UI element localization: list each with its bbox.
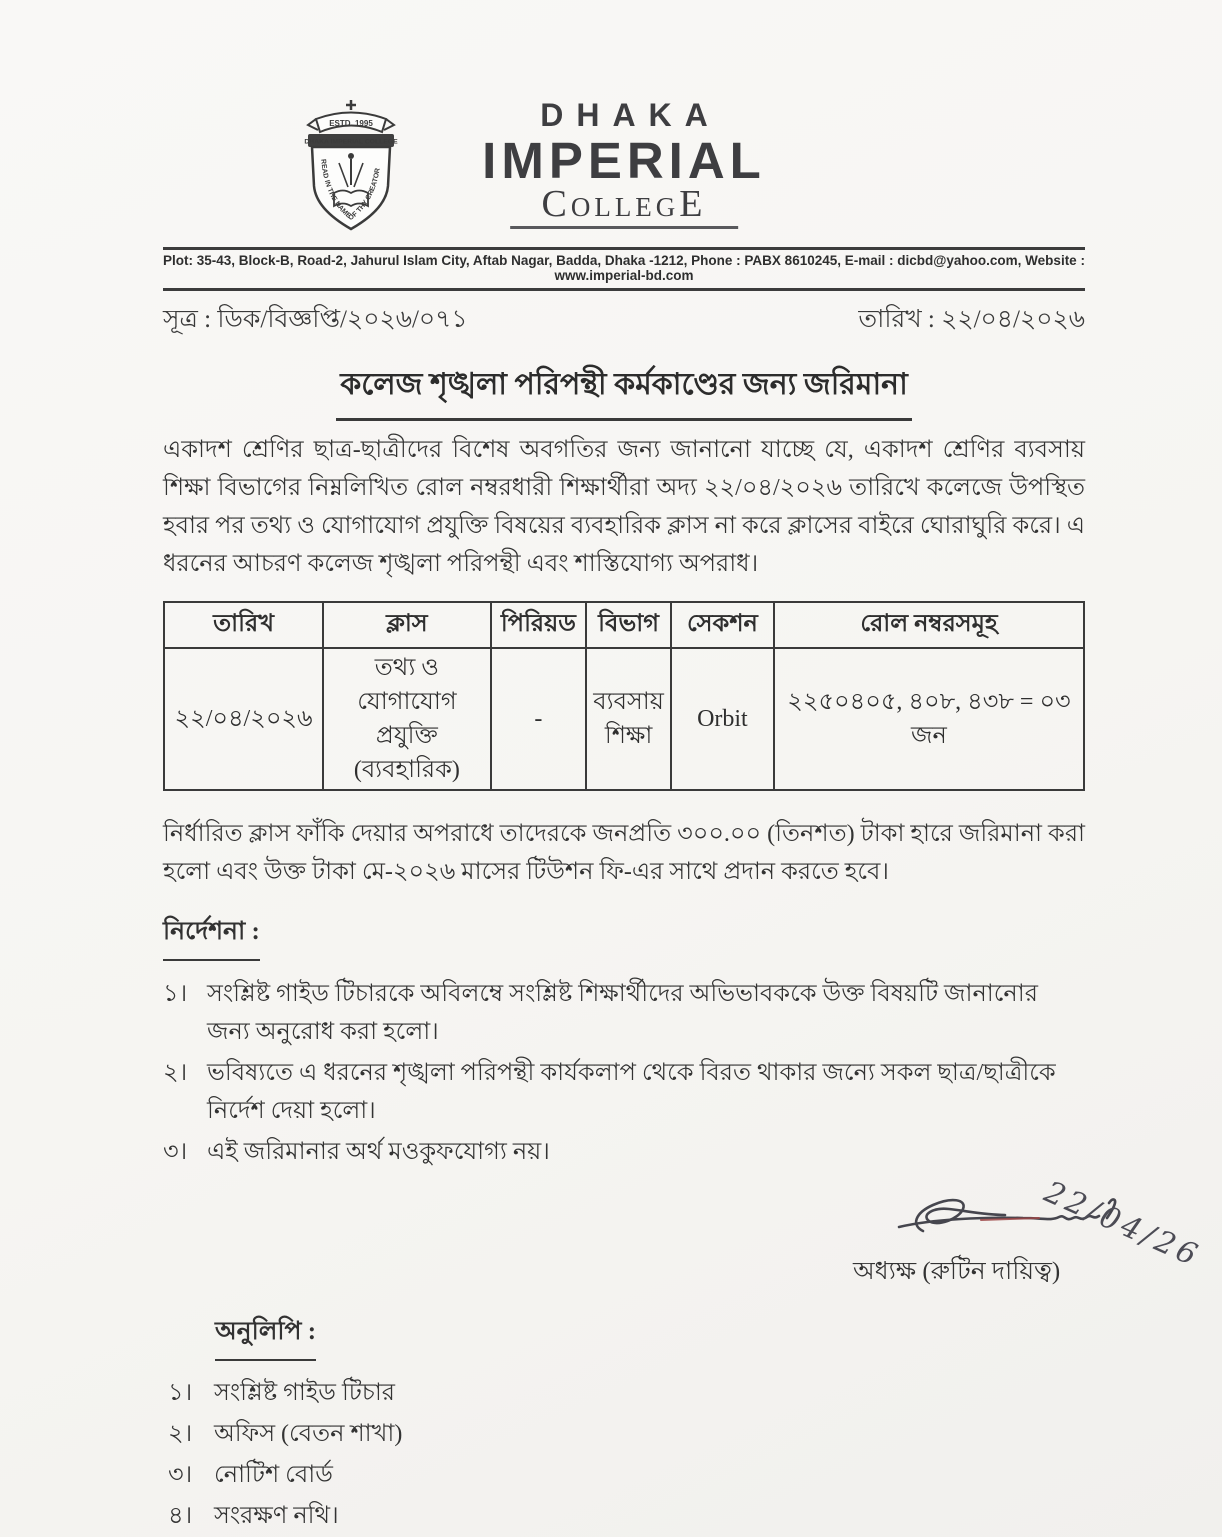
notice-body-paragraph: একাদশ শ্রেণির ছাত্র-ছাত্রীদের বিশেষ অবগতির জন্য জানানো যাচ্ছে যে, একাদশ শ্রেণির ব্যবসায় শিক্ষা বিভাগের নিম্নলিখিত রোল নম্বরধারী শিক্ষার্থীরা অদ্য ২২/০৪/২০২৬ তারিখে কলেজে উপস্থিত হবার পর তথ্য ও যোগাযোগ প্রযুক্তি বিষয়ের ব্যবহারিক ক্লাস না করে ক্লাসের বাইরে ঘোরাঘুরি করে। এ ধরনের আচরণ কলেজ শৃঙ্খলা পরিপন্থী এবং শাস্তিযোগ্য অপরাধ।: [163, 437, 1085, 577]
cell-rolls: ২২৫০৪০৫, ৪০৮, ৪৩৮ = ০৩ জন: [774, 648, 1084, 790]
directive-text: সংশ্লিষ্ট গাইড টিচারকে অবিলম্বে সংশ্লিষ্ট শিক্ষার্থীদের অভিভাবককে উক্ত বিষয়টি জানানোর জন্য অনুরোধ করা হলো।: [207, 981, 1038, 1045]
copy-text: নোটিশ বোর্ড: [214, 1462, 333, 1488]
letterhead: [163, 97, 1085, 247]
copies-list: [163, 1373, 1085, 1537]
copy-text: সংশ্লিষ্ট গাইড টিচার: [214, 1380, 395, 1406]
directives-heading: [163, 911, 1085, 961]
address-bar: Plot: 35-43, Block-B, Road-2, Jahurul Islam City, Aftab Nagar, Badda, Dhaka -1212, Phone : PABX 8610245, E-mail : dicbd@yahoo.com, Website : www.imperial-bd.com: [163, 247, 1085, 291]
cell-class-text: তথ্য ও যোগাযোগ প্রযুক্তি (ব্যবহারিক): [353, 655, 460, 783]
column-header-section: সেকশন: [671, 602, 774, 648]
college-name-line2: IMPERIAL: [482, 132, 766, 189]
column-header-date: তারিখ: [164, 602, 323, 648]
directive-number: ১।: [163, 981, 188, 1007]
directives-list: [163, 975, 1085, 1171]
cell-department: [586, 648, 671, 790]
directive-number: ৩।: [163, 1139, 188, 1165]
logo-band-text: DHAKA IMPERIAL COLLEGE: [304, 138, 398, 146]
directive-item: [163, 975, 1085, 1051]
cell-period: -: [491, 648, 587, 790]
college-logo: [296, 97, 406, 237]
copies-heading: [215, 1311, 1085, 1361]
copy-number: ৩।: [168, 1462, 193, 1488]
table-row: [164, 648, 1084, 790]
cell-department-text: ব্যবসায় শিক্ষা: [593, 689, 664, 749]
directive-text: এই জরিমানার অর্থ মওকুফযোগ্য নয়।: [207, 1139, 550, 1165]
copy-item: [163, 1496, 1085, 1537]
copy-number: ৪।: [168, 1503, 193, 1529]
notice-date: তারিখ : ২২/০৪/২০২৬: [858, 306, 1085, 333]
copy-item: [163, 1414, 1085, 1455]
college-crest-icon: [296, 97, 406, 237]
cell-class: [323, 648, 490, 790]
column-header-class: ক্লাস: [323, 602, 490, 648]
copy-item: [163, 1455, 1085, 1496]
college-name-underline: [510, 226, 738, 229]
logo-estd-text: ESTD. 1995: [329, 119, 373, 128]
copy-text: অফিস (বেতন শাখা): [214, 1421, 403, 1447]
directive-item: [163, 1133, 1085, 1171]
copy-text: সংরক্ষণ নথি।: [214, 1503, 339, 1529]
column-header-period: পিরিয়ড: [491, 602, 587, 648]
fine-table: [163, 601, 1085, 791]
copy-item: [163, 1373, 1085, 1414]
college-name-line1: DHAKA: [540, 97, 721, 133]
reference-number: সূত্র : ডিক/বিজ্ঞপ্তি/২০২৬/০৭১: [163, 306, 468, 333]
fine-amount-paragraph: নির্ধারিত ক্লাস ফাঁকি দেয়ার অপরাধে তাদেরকে জনপ্রতি ৩০০.০০ (তিনশত) টাকা হারে জরিমানা করা হলো এবং উক্ত টাকা মে-২০২৬ মাসের টিউশন ফি-এর সাথে প্রদান করতে হবে।: [163, 821, 1085, 885]
college-name-line3: CollegE: [541, 183, 707, 225]
college-name: [482, 97, 766, 229]
cell-section: Orbit: [671, 648, 774, 790]
table-header-row: [164, 602, 1084, 648]
logo-motto-text: READ IN THE NAME OF THY CREATOR: [319, 158, 382, 223]
copy-number: ২।: [168, 1421, 193, 1447]
signature-designation: অধ্যক্ষ (রুটিন দায়িত্ব): [853, 1258, 1061, 1285]
signature-handwritten-date: 22/04/26: [1039, 1174, 1206, 1275]
cell-date: ২২/০৪/২০২৬: [164, 648, 323, 790]
copy-number: ১।: [168, 1380, 193, 1406]
directive-item: [163, 1054, 1085, 1130]
copies-heading-text: অনুলিপি :: [215, 1311, 316, 1361]
directive-number: ২।: [163, 1060, 188, 1086]
directive-text: ভবিষ্যতে এ ধরনের শৃঙ্খলা পরিপন্থী কার্যকলাপ থেকে বিরত থাকার জন্যে সকল ছাত্র/ছাত্রীকে নির্দেশ দেয়া হলো।: [207, 1060, 1056, 1124]
directives-heading-text: নির্দেশনা :: [163, 911, 260, 961]
column-header-rolls: রোল নম্বরসমূহ: [774, 602, 1084, 648]
signature-block: [163, 1174, 1206, 1293]
column-header-dept: বিভাগ: [586, 602, 671, 648]
notice-title: কলেজ শৃঙ্খলা পরিপন্থী কর্মকাণ্ডের জন্য জরিমানা: [336, 360, 912, 421]
